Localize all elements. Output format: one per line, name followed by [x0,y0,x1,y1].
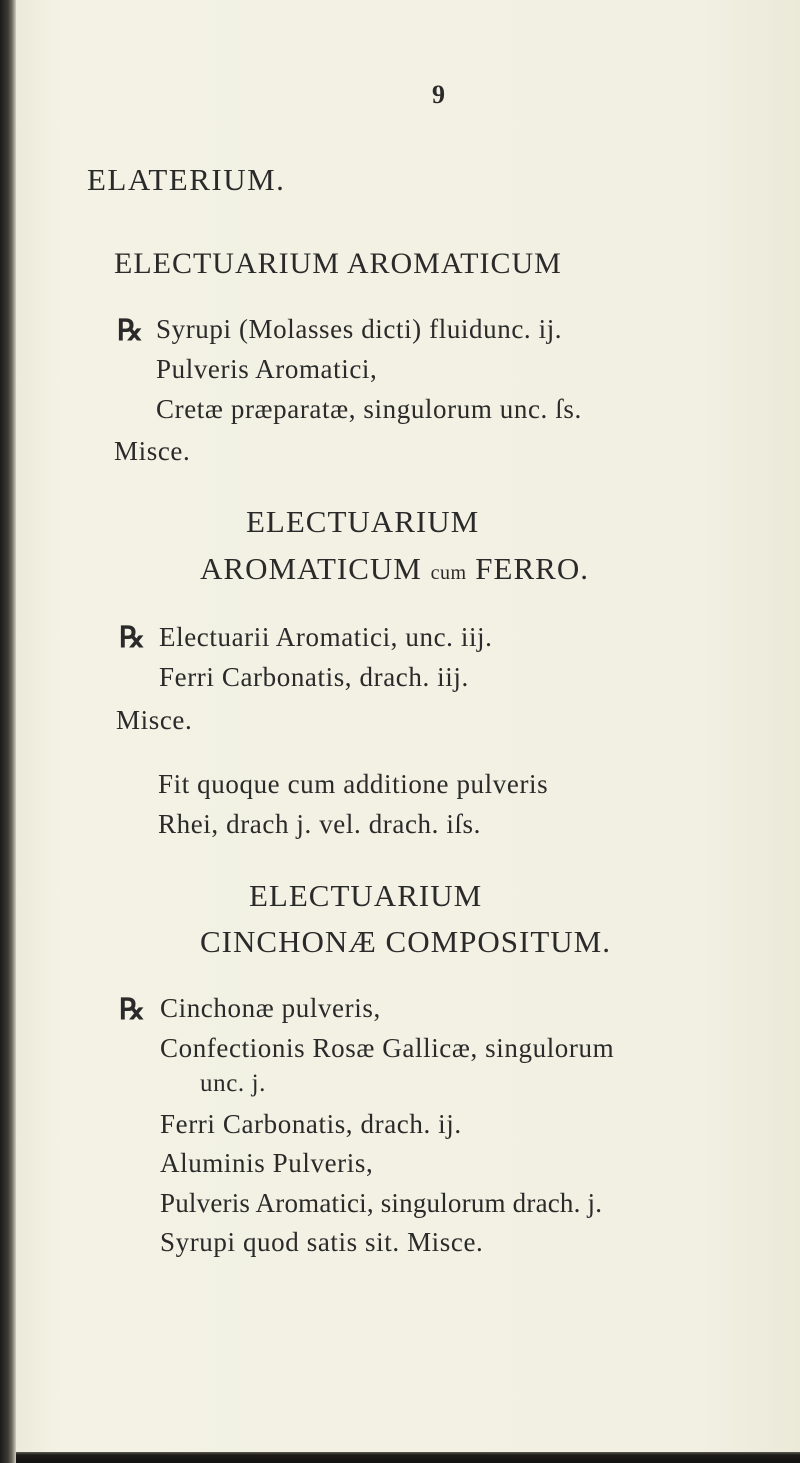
recipe-1-rx-symbol: ℞ [117,315,143,347]
recipe-1-title: ELECTUARIUM AROMATICUM [114,247,562,280]
recipe-3-line-4: Ferri Carbonatis, drach. ij. [160,1109,462,1139]
recipe-3-line-7: Syrupi quod satis sit. Misce. [160,1227,484,1257]
section-title: ELATERIUM. [87,162,286,197]
recipe-2-closing: Misce. [116,705,193,735]
recipe-3-rx-symbol: ℞ [119,994,145,1026]
recipe-3-line-6: Pulveris Aromatici, singulorum drach. j. [160,1188,603,1218]
page-bottom-edge [16,1452,800,1463]
recipe-2-title-line-1: ELECTUARIUM [246,504,480,539]
recipe-3-line-3: unc. j. [200,1070,266,1097]
recipe-3-title-line-2: CINCHONÆ COMPOSITUM. [200,924,611,959]
recipe-1-closing: Misce. [114,436,191,466]
recipe-1-line-3: Cretæ præparatæ, singulorum unc. ſs. [156,394,582,424]
book-binding-edge [0,0,16,1463]
recipe-3-title-line-1: ELECTUARIUM [249,878,483,913]
recipe-2-title-end: FERRO. [475,551,589,586]
page-number: 9 [432,80,445,109]
recipe-1-line-1: Syrupi (Molasses dicti) fluidunc. ij. [156,314,563,344]
recipe-2-line-2: Ferri Carbonatis, drach. iij. [159,662,469,692]
recipe-2-note-line-1: Fit quoque cum additione pulveris [158,769,549,799]
recipe-2-line-1: Electuarii Aromatici, unc. iij. [159,622,493,652]
recipe-2-note-line-2: Rhei, drach j. vel. drach. iſs. [158,809,482,839]
recipe-2-title-line-2 [200,551,589,587]
recipe-3-line-1: Cinchonæ pulveris, [160,993,381,1023]
recipe-2-rx-symbol: ℞ [119,622,145,654]
recipe-3-line-2: Confectionis Rosæ Gallicæ, singulorum [160,1033,615,1063]
recipe-2-title-main: AROMATICUM [200,551,422,586]
recipe-3-line-5: Aluminis Pulveris, [160,1148,374,1178]
recipe-2-title-cum: cum [430,562,467,584]
recipe-1-line-2: Pulveris Aromatici, [156,354,378,384]
